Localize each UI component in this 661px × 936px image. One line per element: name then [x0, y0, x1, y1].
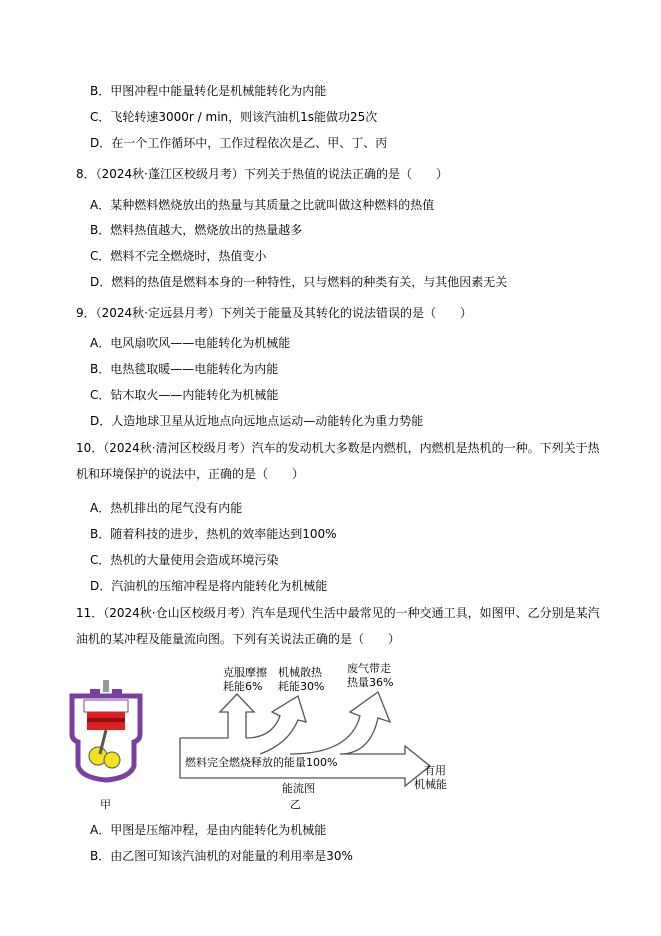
- label-yi: 乙: [290, 798, 301, 811]
- q8-stem: 8．（2024秋·蓬江区校级月考）下列关于热值的说法正确的是（ ）: [76, 167, 448, 181]
- heat-label-2: 耗能30%: [278, 680, 325, 693]
- q10-option-b: B．随着科技的进步，热机的效率能达到100%: [90, 527, 337, 541]
- q9-option-d: D．人造地球卫星从近地点向远地点运动—动能转化为重力势能: [90, 414, 424, 428]
- q8-option-b: B．燃料热值越大，燃烧放出的热量越多: [90, 223, 303, 237]
- exhaust-label-2: 热量36%: [347, 676, 394, 689]
- q11-stem: 11．（2024秋·仓山区校级月考）汽车是现代生活中最常见的一种交通工具，如图甲、乙分别是某汽: [76, 606, 600, 620]
- useful-label-2: 机械能: [414, 778, 447, 791]
- q9-option-a: A．电风扇吹风——电能转化为机械能: [90, 336, 291, 350]
- q9-option-b: B．电热毯取暖——电能转化为内能: [90, 362, 279, 376]
- q11-option-a: A．甲图是压缩冲程，是由内能转化为机械能: [90, 823, 327, 837]
- friction-label-2: 耗能6%: [223, 680, 263, 693]
- flow-caption: 能流图: [282, 782, 315, 795]
- q11-stem-cont: 油机的某冲程及能量流向图。下列有关说法正确的是（ ）: [76, 632, 401, 646]
- q9-stem: 9．（2024秋·定远县月考）下列关于能量及其转化的说法错误的是（ ）: [76, 306, 472, 320]
- q10-stem-cont: 机和环境保护的说法中，正确的是（ ）: [76, 467, 305, 481]
- q10-option-d: D．汽油机的压缩冲程是将内能转化为机械能: [90, 579, 328, 593]
- energy-flow-diagram: [180, 692, 430, 786]
- q11-option-b: B．由乙图可知该汽油机的对能量的利用率是30%: [90, 849, 353, 863]
- useful-label-1: 有用: [424, 764, 446, 777]
- exhaust-label-1: 废气带走: [347, 662, 391, 675]
- q10-option-c: C．热机的大量使用会造成环境污染: [90, 553, 279, 567]
- q8-option-c: C．燃料不完全燃烧时，热值变小: [90, 249, 267, 263]
- q8-option-a: A．某种燃料燃烧放出的热量与其质量之比就叫做这种燃料的热值: [90, 198, 435, 212]
- engine-diagram: [72, 680, 140, 780]
- q9-option-c: C．钻木取火——内能转化为机械能: [90, 388, 279, 402]
- q11-figure: [60, 656, 490, 816]
- q7-option-c: C．飞轮转速3000r / min，则该汽油机1s能做功25次: [90, 110, 378, 124]
- label-jia: 甲: [100, 798, 111, 811]
- heat-label-1: 机械散热: [278, 666, 322, 679]
- q10-option-a: A．热机排出的尾气没有内能: [90, 501, 243, 515]
- main-flow-label: 燃料完全燃烧释放的能量100%: [185, 756, 338, 769]
- q8-option-d: D．燃料的热值是燃料本身的一种特性，只与燃料的种类有关，与其他因素无关: [90, 275, 508, 289]
- q7-option-d: D．在一个工作循环中，工作过程依次是乙、甲、丁、丙: [90, 136, 388, 150]
- q7-option-b: B．甲图冲程中能量转化是机械能转化为内能: [90, 84, 327, 98]
- spark-plug: [103, 680, 109, 692]
- q10-stem: 10．（2024秋·清河区校级月考）汽车的发动机大多数是内燃机，内燃机是热机的一种。下列关于热: [76, 441, 600, 455]
- friction-label-1: 克服摩擦: [223, 666, 267, 679]
